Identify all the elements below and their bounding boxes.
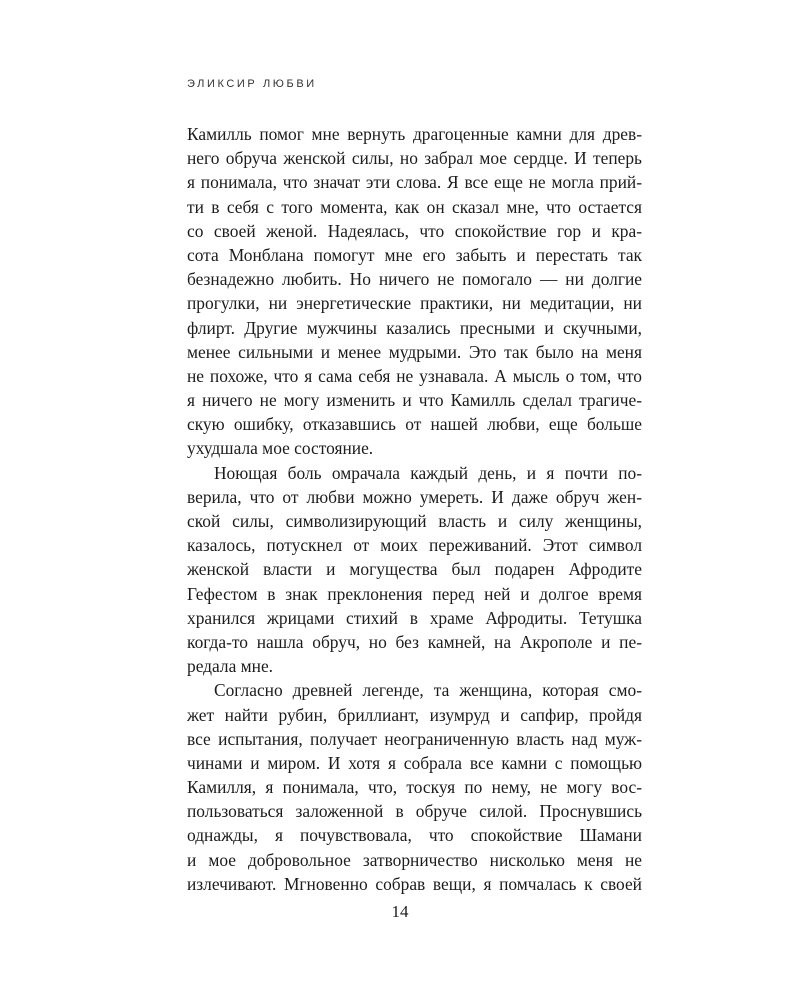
paragraph-2	[187, 461, 642, 679]
text-line: прогулки, ни энергетические практики, ни медитации, ни	[187, 293, 642, 314]
body-text	[187, 122, 642, 896]
text-line: хранился жрицами стихий в храме Афродиты. Тетушка	[187, 607, 642, 628]
text-line: когда-то нашла обруч, но без камней, на Акрополе и пе-	[187, 631, 642, 652]
text-line: сота Монблана помогут мне его забыть и перестать так	[187, 244, 642, 265]
text-line: женской власти и могущества был подарен Афродите	[187, 559, 642, 580]
paragraph-3	[187, 678, 642, 896]
running-head: ЭЛИКСИР ЛЮБВИ	[187, 78, 317, 90]
text-line: я ничего не могу изменить и что Камилль сделал трагиче-	[187, 390, 642, 411]
text-line: Камилля, я понимала, что, тоскуя по нему, не могу вос-	[187, 777, 642, 798]
text-line: ской силы, символизирующий власть и силу женщины,	[187, 511, 642, 531]
text-line: и мое добровольное затворничество нисколько меня не	[187, 849, 642, 870]
text-line: ухудшала мое состояние.	[187, 438, 374, 459]
text-line: казалось, потускнел от моих переживаний. Этот символ	[187, 535, 642, 556]
paragraph-1	[187, 122, 642, 461]
text-line: жет найти рубин, бриллиант, изумруд и сапфир, пройдя	[187, 704, 642, 725]
text-line: него обруча женской силы, но забрал мое сердце. И теперь	[187, 148, 642, 169]
page-number: 14	[391, 902, 409, 921]
text-line: все испытания, получает неограниченную власть над муж-	[187, 728, 642, 749]
text-line: безнадежно любить. Но ничего не помогало — ни долгие	[187, 269, 642, 290]
text-line: Камилль помог мне вернуть драгоценные камни для древ-	[187, 124, 642, 144]
text-line: чинами и миром. И хотя я собрала все камни с помощью	[187, 752, 642, 773]
text-line: пользоваться заложенной в обруче силой. Проснувшись	[187, 801, 642, 822]
text-line: со своей женой. Надеялась, что спокойствие гор и кра-	[187, 220, 642, 241]
text-line: излечивают. Мгновенно собрав вещи, я помчалась к своей	[187, 873, 642, 894]
text-line: менее сильными и менее мудрыми. Это так было на меня	[187, 341, 642, 362]
text-line: скую ошибку, отказавшись от нашей любви, еще больше	[187, 414, 642, 435]
text-line: Согласно древней легенде, та женщина, которая смо-	[214, 680, 642, 701]
text-line: Гефестом в знак преклонения перед ней и долгое время	[187, 583, 642, 604]
text-line: не похоже, что я сама себя не узнавала. А мысль о том, что	[187, 365, 642, 386]
text-line: я понимала, что значат эти слова. Я все еще не могла прий-	[187, 172, 642, 193]
text-line: ти в себя с того момента, как он сказал мне, что остается	[187, 196, 642, 217]
text-line: Ноющая боль омрачала каждый день, и я почти по-	[214, 462, 642, 483]
text-line: верила, что от любви можно умереть. И даже обруч жен-	[187, 486, 642, 507]
text-line: флирт. Другие мужчины казались пресными и скучными,	[187, 317, 642, 338]
text-line: редала мне.	[187, 656, 274, 677]
text-line: однажды, я почувствовала, что спокойствие Шамани	[187, 825, 642, 846]
